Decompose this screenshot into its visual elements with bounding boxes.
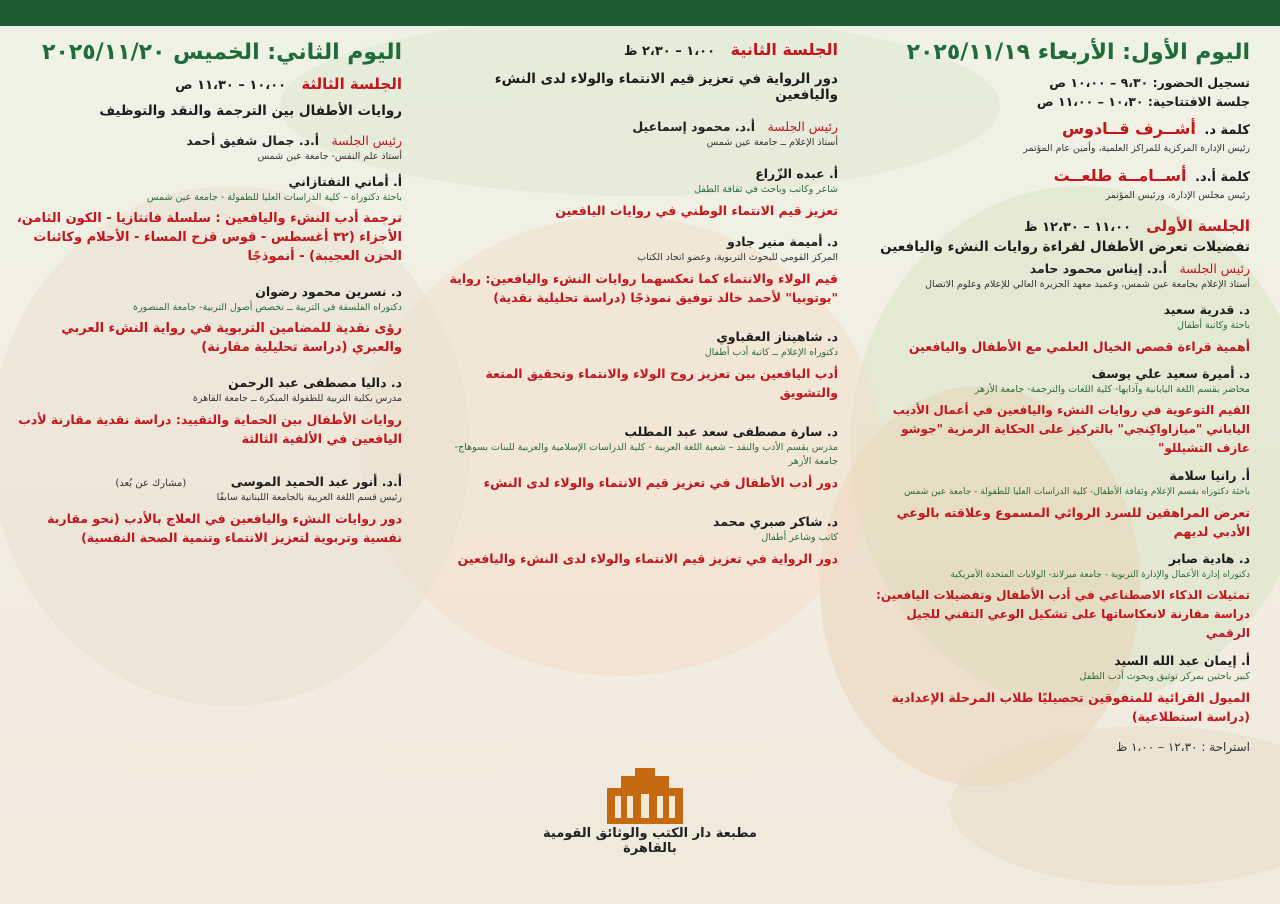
speaker-aff: باحثة دكتوراه بقسم الإعلام وثقافة الأطفال- كلية الدراسات العليا للطفولة - جامعة عين شمس <box>904 487 1250 497</box>
speaker-name: د. أميمة منير جادو <box>727 234 838 249</box>
talk-title: دور الرواية في تعزيز قيم الانتماء والولاء لدى النشء واليافعين <box>457 551 838 566</box>
session3-title: روايات الأطفال بين الترجمة والنقد والتوظيف <box>99 103 402 119</box>
talk-title: تمثيلات الذكاء الاصطناعي في أدب الأطفال وتفضيلات اليافعين: دراسة مقارنة لانعكاساتها على تشكيل الوعي التقني للجيل الرقمي <box>876 588 1250 640</box>
speaker-name: أ. أماني التفتازاني <box>288 174 402 189</box>
speaker-name: د. داليا مصطفى عبد الرحمن <box>228 375 402 390</box>
speaker-name: د. شاكر صبري محمد <box>712 514 838 529</box>
session2-chair-aff: أستاذ الإعلام ــ جامعة عين شمس <box>706 137 838 148</box>
speaker-name: د. سارة مصطفى سعد عبد المطلب <box>624 424 838 439</box>
speaker-name: د. نسرين محمود رضوان <box>255 284 402 299</box>
speaker-name: أ. رانيا سلامة <box>1169 468 1250 483</box>
speaker-aff: محاضر بقسم اللغة اليابانية وآدابها- كلية اللغات والترجمة- جامعة الأزهر <box>974 384 1250 395</box>
speaker-name: أ.د. أنور عبد الحميد الموسى (مشارك عن بُعد) <box>115 474 402 489</box>
talk-title: روايات الأطفال بين الحماية والتقييد: دراسة نقدية مقارنة لأدب اليافعين في الألفية الثالثة <box>18 412 402 446</box>
talk-title: تعرض المراهقين للسرد الروائي المسموع وعلاقته بالوعي الأدبي لديهم <box>896 505 1250 539</box>
speaker-aff: رئيس قسم اللغة العربية بالجامعة اللبنانية سابقًا <box>216 492 402 503</box>
talk-title: دور أدب الأطفال في تعزيز قيم الانتماء والولاء لدى النشء <box>483 475 838 490</box>
session1-heading: الجلسة الأولى ١١،٠٠ – ١٢،٣٠ ظ <box>1024 217 1250 235</box>
speaker-name: د. أميرة سعيد علي يوسف <box>1091 366 1250 381</box>
speech2: كلمة أ.د. أســامــة طلعــت <box>1053 166 1250 185</box>
talk-title: تعزيز قيم الانتماء الوطني في روايات اليافعين <box>555 203 838 218</box>
registration-time: تسجيل الحضور: ٩،٣٠ – ١٠،٠٠ ص <box>1049 75 1250 90</box>
speaker-aff: باحثة وكاتبة أطفال <box>1177 320 1250 331</box>
talk-title: دور روايات النشء واليافعين في العلاج بالأدب (نحو مقاربة نفسية وتربوية لتعزيز الانتماء وتنمية الصحة النفسية) <box>47 511 402 545</box>
speech1: كلمة د. أشــرف قــادوس <box>1061 119 1250 138</box>
talk-title: قيم الولاء والانتماء كما تعكسهما روايات النشء واليافعين: رواية "يوتوبيا" لأحمد خالد توفيق نموذجًا (دراسة تحليلية نقدية) <box>449 271 838 305</box>
session1-chair: رئيس الجلسة أ.د. إيناس محمود حامد <box>1029 261 1250 276</box>
speaker-list <box>442 166 838 568</box>
speaker-aff: كاتب وشاعر أطفال <box>761 532 838 543</box>
speaker-name: د. قدرية سعيد <box>1163 302 1250 317</box>
speaker-aff: دكتوراه إدارة الأعمال والإدارة التربوية - جامعة ميرلاند- الولايات المتحدة الأمريكية <box>950 570 1250 580</box>
day2-column <box>0 26 430 904</box>
speaker-name: د. شاهيناز العقباوي <box>716 329 838 344</box>
speaker-aff: المركز القومي للبحوث التربوية، وعضو اتحاد الكتاب <box>637 252 838 263</box>
remote-note: (مشارك عن بُعد) <box>115 478 187 489</box>
day2-header: اليوم الثاني: الخميس ٢٠٢٥/١١/٢٠ <box>41 40 402 65</box>
speaker-aff: مدرس بقسم الأدب والنقد – شعبة اللغة العربية - كلية الدراسات الإسلامية والعربية للبنات بسوهاج- جامعة الأزهر <box>454 442 838 467</box>
talk-title: أهمية قراءة قصص الخيال العلمي مع الأطفال واليافعين <box>908 339 1250 354</box>
day1-column <box>860 26 1280 904</box>
speaker-name: أ. عبده الزّراع <box>755 166 838 181</box>
session1-chair-aff: أستاذ الإعلام بجامعة عين شمس، وعميد معهد الجزيرة العالي للإعلام وعلوم الاتصال <box>925 279 1250 290</box>
speaker-aff: مدرس بكلية التربية للطفولة المبكرة ــ جامعة القاهرة <box>192 393 402 404</box>
talk-title: الميول القرائية للمتفوقين تحصيليًا طلاب المرحلة الإعدادية (دراسة استطلاعية) <box>891 690 1250 724</box>
talk-title: رؤى نقدية للمضامين التربوية في رواية النشء العربي والعبري (دراسة تحليلية مقارنة) <box>61 321 402 355</box>
session3-chair-aff: أستاذ علم النفس- جامعة عين شمس <box>257 151 402 162</box>
session1-title: تفضيلات تعرض الأطفال لقراءة روايات النشء واليافعين <box>880 239 1250 255</box>
speech1-role: رئيس الإدارة المركزية للمراكز العلمية، وأمين عام المؤتمر <box>1023 143 1250 154</box>
speaker-name: د. هادية صابر <box>1168 551 1250 566</box>
session2-chair: رئيس الجلسة أ.د. محمود إسماعيل <box>632 119 838 134</box>
talk-title: أدب اليافعين بين تعزيز روح الولاء والانتماء وتحقيق المتعة والتشويق <box>485 366 838 400</box>
speaker-aff: دكتوراه الفلسفة في التربية ــ تخصص أصول التربية- جامعة المنصورة <box>132 302 402 313</box>
talk-title: ترجمة أدب النشء واليافعين : سلسلة فانتازيا - الكون الثامن، الأجزاء (٣٢ أغسطس - قوس قزح المساء - الأحلام وكائنات الحزن العجيبة) - أنموذجًا <box>16 211 402 264</box>
session3-heading: الجلسة الثالثة ١٠،٠٠ – ١١،٣٠ ص <box>175 75 402 93</box>
press-logo <box>585 768 705 828</box>
top-band <box>0 0 1280 26</box>
session3-chair: رئيس الجلسة أ.د. جمال شفيق أحمد <box>186 133 402 148</box>
press-name: مطبعة دار الكتب والوثائق القومية بالقاهرة <box>543 826 757 856</box>
break-time: استراحة : ١٢،٣٠ – ١،٠٠ ظ <box>1116 740 1250 754</box>
speaker-list <box>14 174 402 547</box>
talk-title: القيم التوعوية في روايات النشء واليافعين في أعمال الأديب الياباني "ميازاواكِنجي" بالتركيز على الحكاية الرمزية "جوشو عازف التشيللو" <box>892 403 1250 455</box>
speaker-aff: كبير باحثين بمركز توثيق وبحوث أدب الطفل <box>1079 671 1250 682</box>
speaker-aff: شاعر وكاتب وباحث في ثقافة الطفل <box>694 184 838 195</box>
opening-time: جلسة الافتتاحية: ١٠،٣٠ – ١١،٠٠ ص <box>1036 94 1250 109</box>
session2-title: دور الرواية في تعزيز قيم الانتماء والولاء لدى النشء واليافعين <box>494 71 838 103</box>
speaker-list <box>872 302 1250 726</box>
speaker-aff: دكتوراه الإعلام ــ كاتبة أدب أطفال <box>704 347 838 358</box>
speaker-aff: باحثة دكتوراه – كلية الدراسات العليا للطفولة - جامعة عين شمس <box>146 192 402 203</box>
speech2-role: رئيس مجلس الإدارة، ورئيس المؤتمر <box>1105 190 1250 201</box>
session2-heading: الجلسة الثانية ١،٠٠ – ٢،٣٠ ظ <box>623 40 838 59</box>
day1-header: اليوم الأول: الأربعاء ٢٠٢٥/١١/١٩ <box>906 40 1250 65</box>
speaker-name: أ. إيمان عبد الله السيد <box>1114 653 1250 668</box>
